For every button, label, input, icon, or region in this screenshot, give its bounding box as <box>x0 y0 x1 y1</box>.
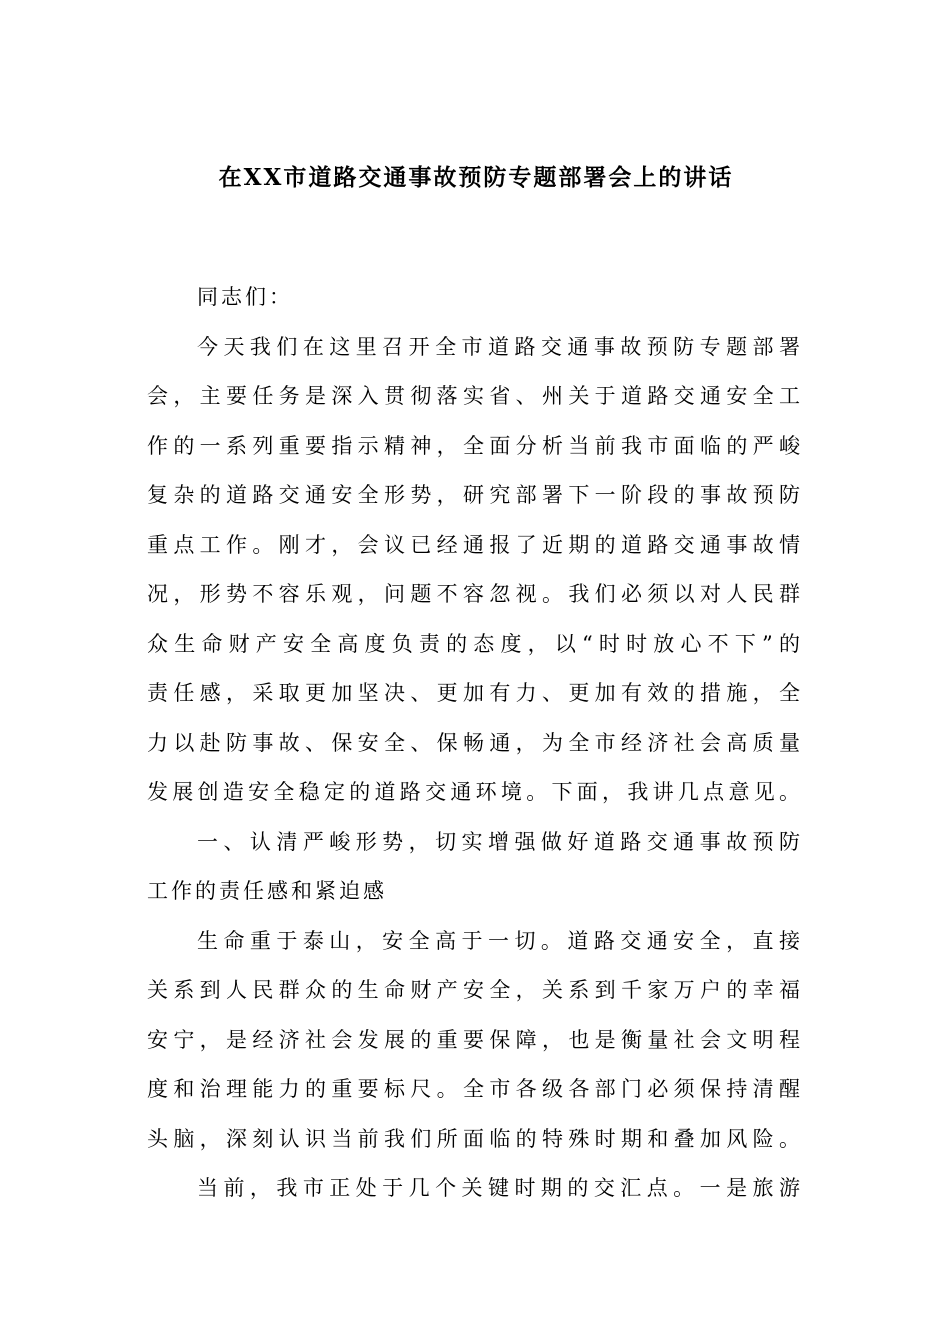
text-line: 发展创造安全稳定的道路交通环境。下面，我讲几点意见。 <box>147 780 803 804</box>
paragraph-salutation <box>147 273 803 323</box>
paragraph-body <box>147 917 803 1165</box>
text-line: 同志们： <box>197 285 293 309</box>
text-line: 安宁，是经济社会发展的重要保障，也是衡量社会文明程 <box>147 1027 803 1052</box>
section-heading-1 <box>147 818 803 917</box>
paragraph-introduction <box>147 323 803 818</box>
text-line: 今天我们在这里召开全市道路交通事故预防专题部署 <box>197 334 803 359</box>
text-line: 况，形势不容乐观，问题不容忽视。我们必须以对人民群 <box>147 582 803 606</box>
text-line: 力以赴防事故、保安全、保畅通，为全市经济社会高质量 <box>147 730 803 755</box>
text-line: 关系到人民群众的生命财产安全，关系到千家万户的幸福 <box>147 978 803 1002</box>
text-line: 生命重于泰山，安全高于一切。道路交通安全，直接 <box>197 928 803 953</box>
document-body <box>147 273 803 1214</box>
text-line: 度和治理能力的重要标尺。全市各级各部门必须保持清醒 <box>147 1077 803 1101</box>
text-line: 重点工作。刚才，会议已经通报了近期的道路交通事故情 <box>147 532 803 557</box>
text-line: 作的一系列重要指示精神，全面分析当前我市面临的严峻 <box>147 433 803 458</box>
text-line: 众生命财产安全高度负责的态度，以“时时放心不下”的 <box>147 631 803 656</box>
text-line: 复杂的道路交通安全形势，研究部署下一阶段的事故预防 <box>147 483 803 507</box>
text-line: 责任感，采取更加坚决、更加有力、更加有效的措施，全 <box>147 681 803 705</box>
document-title: 在XX市道路交通事故预防专题部署会上的讲话 <box>218 164 734 191</box>
text-line: 当前，我市正处于几个关键时期的交汇点。一是旅游 <box>197 1176 803 1200</box>
text-line: 工作的责任感和紧迫感 <box>147 879 387 903</box>
text-line: 一、认清严峻形势，切实增强做好道路交通事故预防 <box>197 829 803 854</box>
paragraph-continued <box>147 1164 803 1214</box>
text-line: 头脑，深刻认识当前我们所面临的特殊时期和叠加风险。 <box>147 1126 803 1151</box>
text-line: 会，主要任务是深入贯彻落实省、州关于道路交通安全工 <box>147 384 803 408</box>
